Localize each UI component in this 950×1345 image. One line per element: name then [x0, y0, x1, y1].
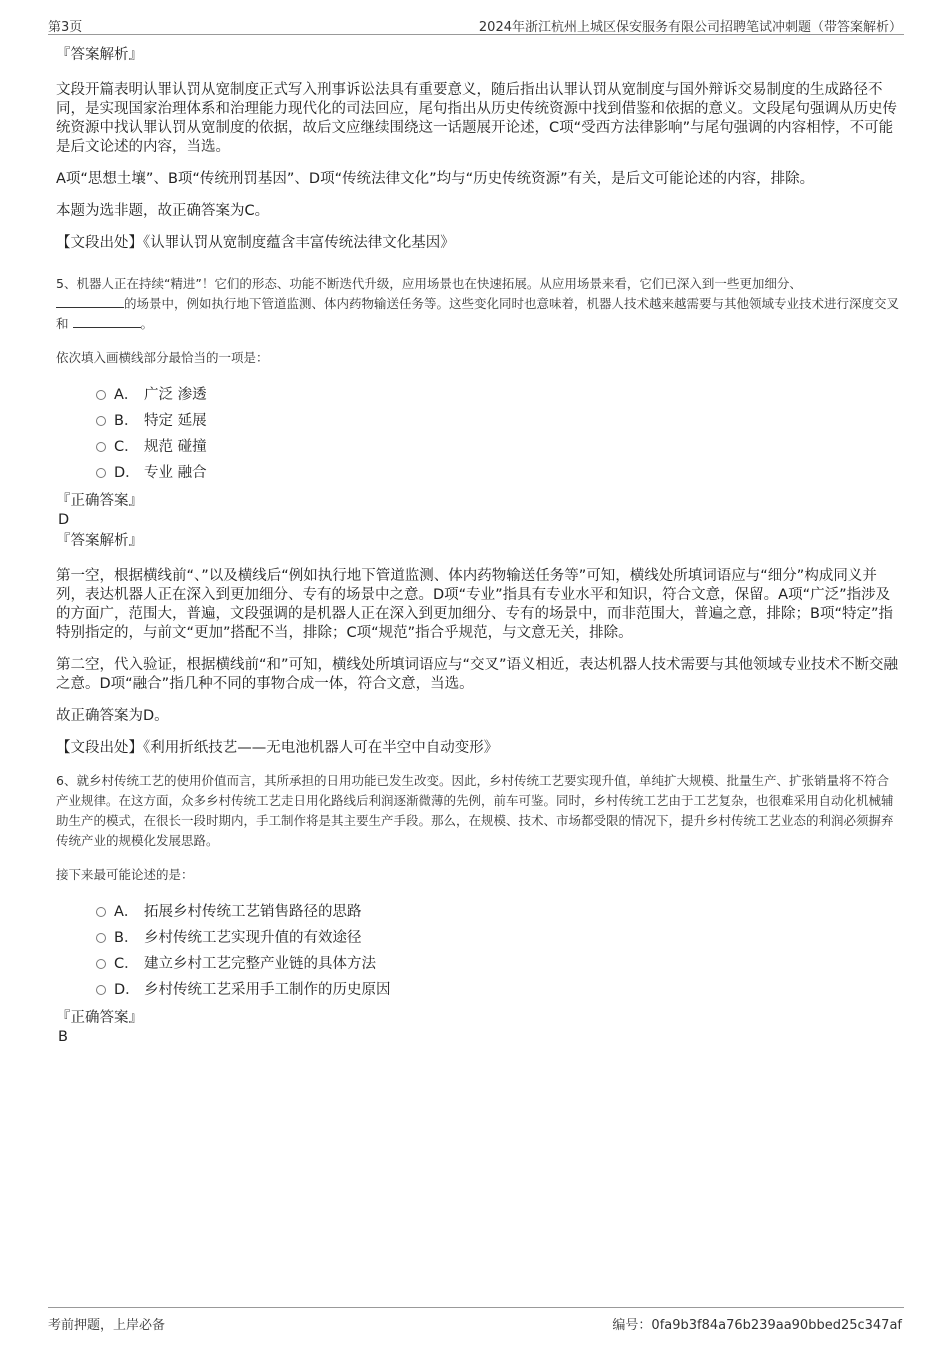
code-value: 0fa9b3f84a76b239aa90bbed25c347af — [651, 1318, 902, 1333]
radio-icon[interactable] — [96, 416, 106, 426]
radio-icon[interactable] — [96, 907, 106, 917]
page-number: 第3页 — [48, 20, 83, 35]
q5-source: 【文段出处】《利用折纸技艺——无电池机器人可在半空中自动变形》 — [56, 740, 499, 756]
q5-options — [56, 382, 901, 486]
q6-option-d[interactable]: D． 乡村传统工艺采用手工制作的历史原因 — [96, 977, 901, 1003]
q4-analysis-tag: 『答案解析』 — [56, 47, 143, 63]
q5-prompt: 依次填入画横线部分最恰当的一项是： — [56, 350, 269, 365]
q5-analysis-paragraph: 第二空，代入验证，根据横线前“和”可知，横线处所填词语应与“交叉”语义相近，表达机器人技术需要与其他领域专业技术不断交融之意。D项“融合”指几种不同的事物合成一体，符合文意，当选。 — [56, 657, 899, 692]
q6-options — [56, 899, 901, 1003]
q5-analysis-paragraph: 故正确答案为D。 — [56, 708, 169, 724]
document-content — [56, 46, 901, 1049]
q6-stem: 6、就乡村传统工艺的使用价值而言，其所承担的日用功能已发生改变。因此，乡村传统工艺要实现升值，单纯扩大规模、批量生产、扩张销量将不符合产业规律。在这方面，众多乡村传统工艺走日用化路线后利润逐渐微薄的先例，前车可鉴。同时，乡村传统工艺由于工艺复杂，也很难采用自动化机械辅助生产的模式，在很长一段时期内，手工制作将是其主要生产手段。那么，在规模、技术、市场都受限的情况下，提升乡村传统工艺业态的利润必须摒弃传统产业的规模化发展思路。 — [56, 773, 894, 848]
radio-icon[interactable] — [96, 468, 106, 478]
q6-prompt: 接下来最可能论述的是： — [56, 867, 194, 882]
q4-source: 【文段出处】《认罪认罚从宽制度蕴含丰富传统法律文化基因》 — [56, 235, 455, 251]
q5-stem-part2: 的场景中，例如执行地下管道监测、体内药物输送任务等。这些变化同时也意味着，机器人技术越来越需要与其他领域专业技术进行深度交叉和 — [56, 296, 900, 331]
q4-analysis-paragraph: 文段开篇表明认罪认罚从宽制度正式写入刑事诉讼法具有重要意义，随后指出认罪认罚从宽制度与国外辩诉交易制度的生成路径不同，是实现国家治理体系和治理能力现代化的司法回应，尾句指出从历史传统资源中找到借鉴和依据的意义。文段尾句强调从历史传统资源中找认罪认罚从宽制度的依据，故后文应继续围绕这一话题展开论述，C项“受西方法律影响”与尾句强调的内容相悖，不可能是后文论述的内容，当选。 — [56, 82, 897, 155]
q5-answer: D — [58, 512, 70, 528]
radio-icon[interactable] — [96, 985, 106, 995]
q6-option-b[interactable]: B． 乡村传统工艺实现升值的有效途径 — [96, 925, 901, 951]
q6-option-c[interactable]: C． 建立乡村工艺完整产业链的具体方法 — [96, 951, 901, 977]
radio-icon[interactable] — [96, 390, 106, 400]
document-code — [612, 1314, 902, 1333]
q5-option-d[interactable]: D． 专业 融合 — [96, 460, 901, 486]
q6-answer: B — [58, 1029, 68, 1045]
q5-option-b[interactable]: B． 特定 延展 — [96, 408, 901, 434]
q6-option-a[interactable]: A． 拓展乡村传统工艺销售路径的思路 — [96, 899, 901, 925]
page-header — [48, 14, 904, 35]
q4-analysis-paragraph: A项“思想土壤”、B项“传统刑罚基因”、D项“传统法律文化”均与“历史传统资源”有关，是后文可能论述的内容，排除。 — [56, 171, 815, 187]
radio-icon[interactable] — [96, 959, 106, 969]
q5-answer-tag: 『正确答案』 — [56, 493, 143, 509]
q5-blank-2 — [73, 315, 141, 328]
q5-analysis-tag: 『答案解析』 — [56, 533, 143, 549]
radio-icon[interactable] — [96, 442, 106, 452]
code-label: 编号： — [612, 1318, 652, 1333]
footer-slogan: 考前押题，上岸必备 — [48, 1318, 166, 1333]
q5-analysis-paragraph: 第一空，根据横线前“、”以及横线后“例如执行地下管道监测、体内药物输送任务等”可知，横线处所填词语应与“细分”构成同义并列，表达机器人正在深入到更加细分、专有的场景中之意。D项“专业”指具有专业水平和知识，符合文意，保留。A项“广泛”指涉及的方面广，范围大，普遍，文段强调的是机器人正在深入到更加细分、专有的场景中，而非范围大，普遍之意，排除；B项“特定”指特别指定的，与前文“更加”搭配不当，排除；C项“规范”指合乎规范，与文意无关，排除。 — [56, 568, 893, 641]
q5-stem — [56, 274, 901, 334]
q4-analysis-paragraph: 本题为选非题，故正确答案为C。 — [56, 203, 270, 219]
q5-blank-1 — [56, 295, 124, 308]
document-title: 2024年浙江杭州上城区保安服务有限公司招聘笔试冲刺题（带答案解析） — [478, 20, 902, 35]
q5-stem-end: 。 — [140, 316, 154, 331]
q5-option-c[interactable]: C． 规范 碰撞 — [96, 434, 901, 460]
radio-icon[interactable] — [96, 933, 106, 943]
q5-stem-part1: 5、机器人正在持续“精进”！它们的形态、功能不断迭代升级，应用场景也在快速拓展。从应用场景来看，它们已深入到一些更加细分、 — [56, 276, 802, 291]
q6-answer-tag: 『正确答案』 — [56, 1010, 143, 1026]
q5-option-a[interactable]: A． 广泛 渗透 — [96, 382, 901, 408]
page-footer — [48, 1307, 904, 1333]
